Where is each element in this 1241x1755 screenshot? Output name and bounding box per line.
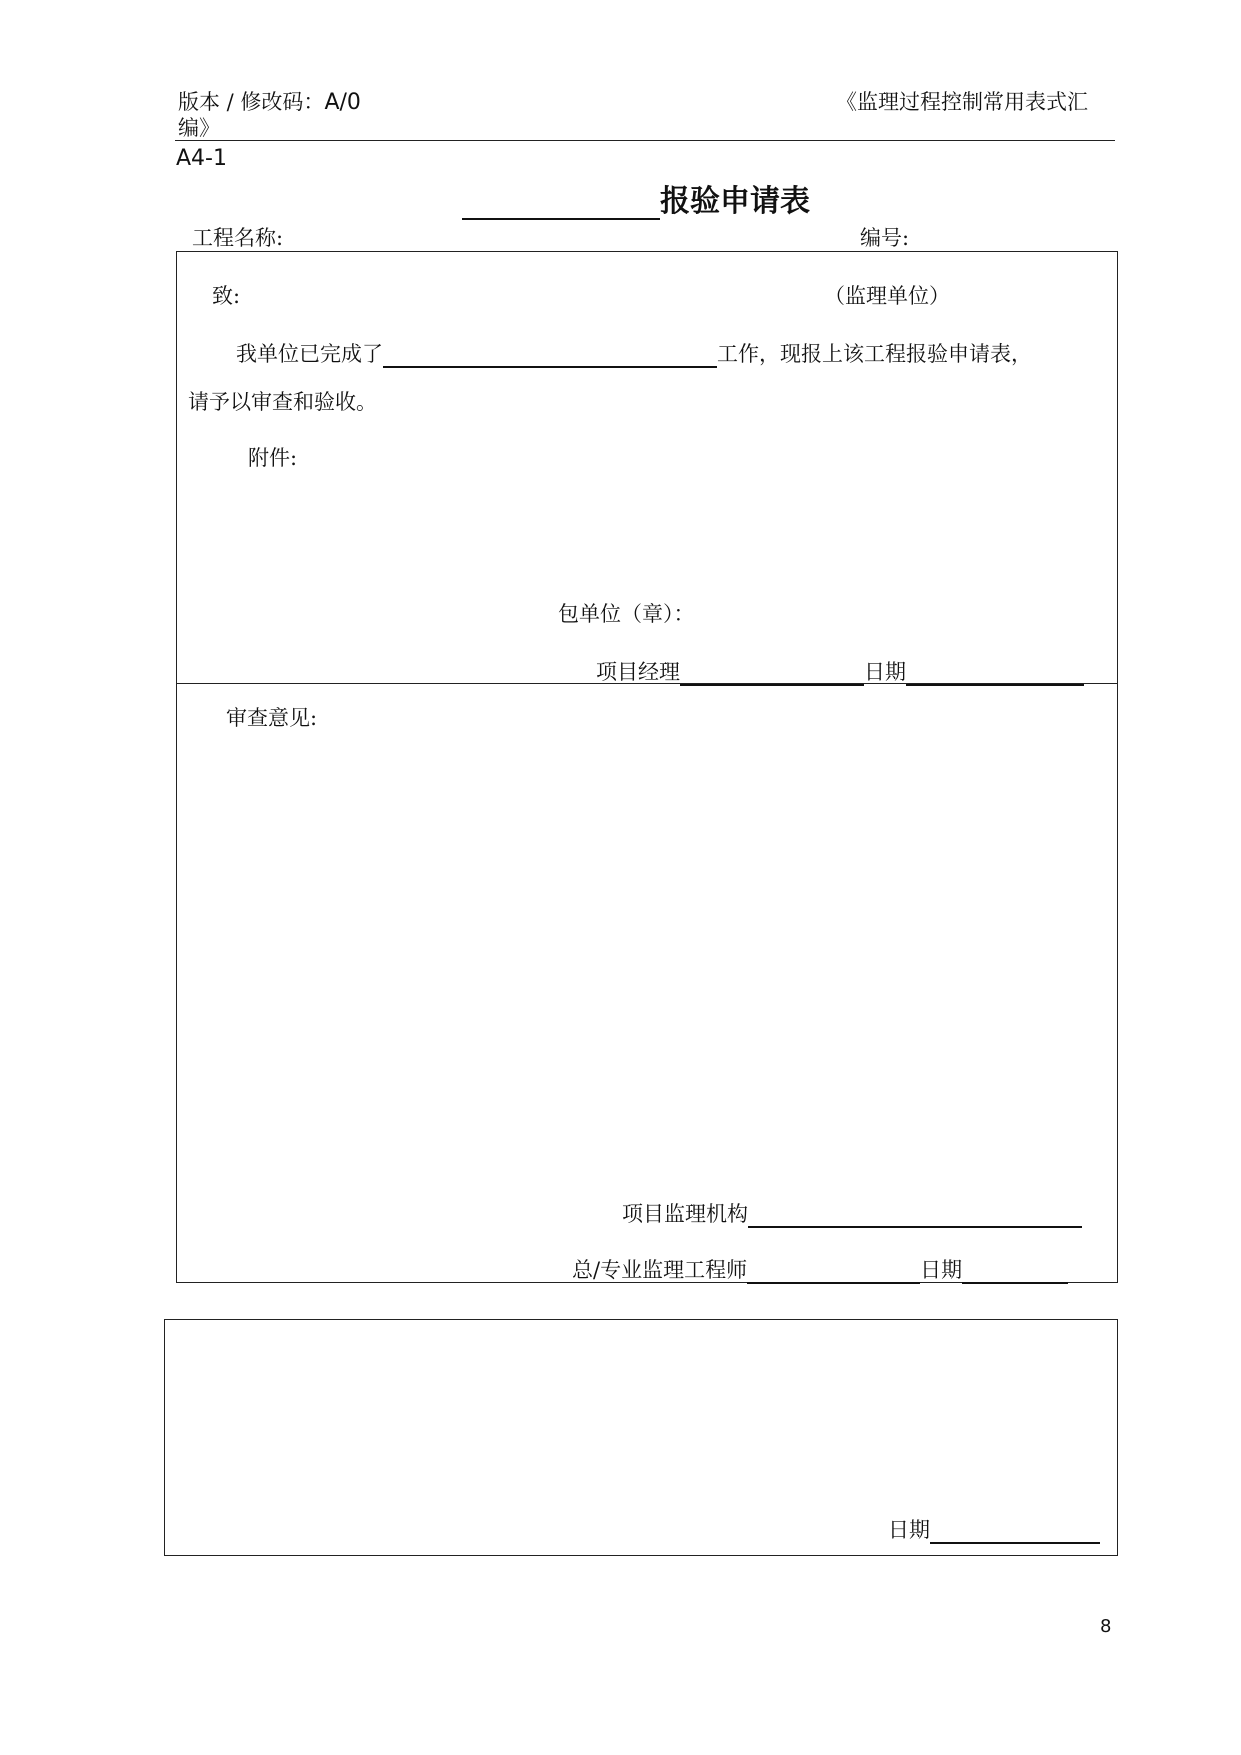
bottom-date-row: 日期 [888, 1514, 1100, 1544]
contractor-seal-label: 包单位（章）： [558, 602, 695, 626]
review-date-blank [962, 1258, 1068, 1284]
institution-blank [748, 1202, 1082, 1228]
bottom-date-blank [930, 1518, 1100, 1544]
number-label: 编号: [860, 226, 910, 250]
engineer-blank [747, 1258, 920, 1284]
to-label: 致: [212, 284, 241, 308]
institution-row: 项目监理机构 [622, 1198, 1082, 1228]
work-blank [383, 342, 717, 368]
version-label: 版本 / 修改码：A/0 [178, 90, 361, 115]
header-rule [175, 140, 1115, 141]
application-date-blank [906, 660, 1084, 686]
attachment-label: 附件: [248, 446, 298, 470]
form-code: A4-1 [176, 146, 227, 171]
engineer-row: 总/专业监理工程师 日期 [572, 1254, 1068, 1284]
project-manager-row: 项目经理 日期 [596, 656, 1084, 686]
application-body-line2: 请予以审查和验收。 [188, 390, 377, 414]
page-number: 8 [1100, 1616, 1112, 1637]
project-name-label: 工程名称: [192, 226, 284, 250]
doc-name-line2: 编》 [178, 116, 220, 140]
review-opinion-label: 审查意见: [226, 706, 318, 730]
supervisor-unit: （监理单位） [824, 284, 950, 308]
application-body: 我单位已完成了 工作，现报上该工程报验申请表， [236, 342, 1032, 366]
project-manager-blank [680, 660, 864, 686]
page-title: 报验申请表 [462, 176, 810, 220]
doc-name-line1: 《监理过程控制常用表式汇 [836, 90, 1088, 114]
version-value: A/0 [324, 90, 361, 115]
title-blank [462, 182, 660, 220]
